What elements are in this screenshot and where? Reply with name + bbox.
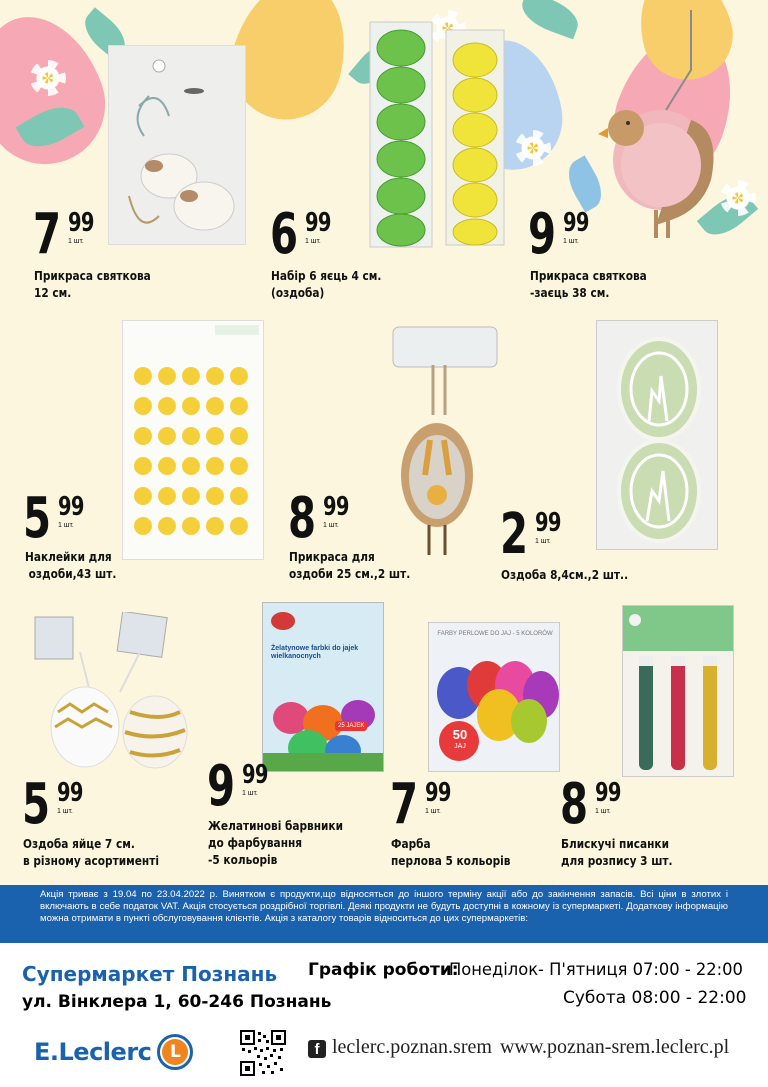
price-main: 8 bbox=[560, 772, 586, 837]
price-main: 2 bbox=[500, 502, 526, 567]
store-name: Супермаркет Познань bbox=[22, 962, 278, 986]
opening-hours-label: Графік роботи: bbox=[308, 960, 459, 980]
price-main: 7 bbox=[390, 772, 416, 837]
price-unit: 1 шт. bbox=[242, 790, 258, 797]
price-tag bbox=[288, 486, 357, 551]
website-link[interactable]: www.poznan-srem.leclerc.pl bbox=[500, 1036, 730, 1058]
price-tag bbox=[207, 754, 276, 819]
sheep-ornament-icon bbox=[109, 46, 246, 245]
product-image-pearl-box bbox=[428, 622, 560, 772]
chick-stickers-icon bbox=[123, 321, 264, 560]
qr-code[interactable] bbox=[240, 1030, 286, 1076]
egg-plates-icon bbox=[597, 321, 718, 550]
pearl-box-badge-text: JAJ bbox=[454, 743, 466, 750]
price-main: 5 bbox=[22, 772, 48, 837]
price-tag bbox=[500, 502, 569, 567]
price-main: 7 bbox=[33, 202, 59, 267]
product-image-sheep bbox=[108, 45, 246, 245]
price-unit: 1 шт. bbox=[425, 808, 441, 815]
price-main: 6 bbox=[270, 202, 296, 267]
logo-text: E.Leclerc bbox=[34, 1038, 152, 1066]
product-description: Блискучі писанки для розпису 3 шт. bbox=[561, 837, 673, 868]
gelatin-box-icon bbox=[263, 603, 384, 772]
product-description: Оздоба 8,4см.,2 шт.. bbox=[501, 568, 629, 582]
store-address: ул. Вінклера 1, 60-246 Познань bbox=[22, 992, 332, 1012]
price-tag bbox=[23, 486, 92, 551]
logo-letter: L bbox=[162, 1039, 188, 1065]
flower-decor bbox=[30, 60, 66, 96]
product-image-stickers bbox=[122, 320, 264, 560]
product-image-gelatin-box bbox=[262, 602, 384, 772]
leaf-decor bbox=[517, 0, 584, 39]
price-tag bbox=[33, 202, 102, 267]
product-description: Желатинові барвники до фарбування -5 кольорів bbox=[208, 819, 344, 867]
product-image-hen bbox=[596, 10, 726, 240]
opening-hours-saturday: Субота 08:00 - 22:00 bbox=[563, 988, 747, 1008]
hen-ornament-icon bbox=[596, 10, 726, 240]
price-cents: 99 bbox=[242, 760, 268, 790]
price-main: 9 bbox=[528, 202, 554, 267]
price-cents: 99 bbox=[58, 492, 84, 522]
price-cents: 99 bbox=[305, 208, 331, 238]
price-unit: 1 шт. bbox=[595, 808, 611, 815]
price-main: 8 bbox=[288, 486, 314, 551]
qr-code-icon bbox=[240, 1030, 286, 1076]
gelatin-box-badge: 25 JAJEK bbox=[335, 721, 367, 731]
price-main: 9 bbox=[207, 754, 233, 819]
price-cents: 99 bbox=[323, 492, 349, 522]
product-description: Наклейки для оздоби,43 шт. bbox=[25, 550, 117, 581]
opening-hours-weekdays: Понеділок- П'ятниця 07:00 - 22:00 bbox=[449, 960, 743, 980]
price-cents: 99 bbox=[595, 778, 621, 808]
leclerc-logo[interactable] bbox=[34, 1034, 193, 1070]
price-tag bbox=[560, 772, 629, 837]
price-cents: 99 bbox=[425, 778, 451, 808]
product-image-egg-tubes bbox=[368, 20, 508, 250]
product-image-rabbit-egg bbox=[385, 325, 505, 560]
price-tag bbox=[22, 772, 91, 837]
product-image-glitter-tubes bbox=[622, 605, 734, 777]
gelatin-box-title: Żelatynowe farbki do jajek wielkanocnych bbox=[271, 645, 359, 660]
product-description: Набір 6 яєць 4 см. (оздоба) bbox=[271, 269, 382, 300]
price-cents: 99 bbox=[57, 778, 83, 808]
price-unit: 1 шт. bbox=[323, 522, 339, 529]
promo-disclaimer: Акція триває з 19.04 по 23.04.2022 р. Винятком є продукти,що відносяться до іншого терміну акції або до закінчення запасів. Всі ціни в злотих і включають в себе податок VAT. Акція стосується роздрібної торгівлі. Деякі продукти не будуть доступні в кожному із супермаркеті. Додаткову інформацію можна отримати в пункті обслуговування клієнтів. Акція з каталогу товарів відноситься до цих супермаркетів: bbox=[0, 885, 768, 943]
price-tag bbox=[270, 202, 339, 267]
price-unit: 1 шт. bbox=[57, 808, 73, 815]
price-unit: 1 шт. bbox=[68, 238, 84, 245]
flower-decor bbox=[515, 130, 551, 166]
price-tag bbox=[390, 772, 459, 837]
product-image-gold-eggs bbox=[20, 612, 195, 772]
product-description: Прикраса святкова 12 см. bbox=[34, 269, 151, 300]
price-unit: 1 шт. bbox=[563, 238, 579, 245]
product-image-egg-plates bbox=[596, 320, 718, 550]
price-main: 5 bbox=[23, 486, 49, 551]
product-description: Фарба перлова 5 кольорів bbox=[391, 837, 511, 868]
pearl-box-title: FARBY PERLOWE DO JAJ - 5 KOLORÓW bbox=[437, 631, 553, 637]
facebook-link[interactable]: leclerc.poznan.srem bbox=[332, 1036, 492, 1058]
glitter-tubes-icon bbox=[623, 606, 734, 777]
pearl-box-badge-number: 50 bbox=[452, 727, 468, 742]
product-description: Прикраса святкова -заєць 38 см. bbox=[530, 269, 647, 300]
facebook-icon[interactable]: f bbox=[308, 1040, 326, 1058]
price-unit: 1 шт. bbox=[535, 538, 551, 545]
product-description: Оздоба яйце 7 см. в різному асортименті bbox=[23, 837, 159, 868]
price-cents: 99 bbox=[535, 508, 561, 538]
price-tag bbox=[528, 202, 597, 267]
price-unit: 1 шт. bbox=[58, 522, 74, 529]
price-unit: 1 шт. bbox=[305, 238, 321, 245]
price-cents: 99 bbox=[68, 208, 94, 238]
gold-eggs-icon bbox=[20, 612, 195, 772]
logo-emblem-icon bbox=[157, 1034, 193, 1070]
product-description: Прикраса для оздоби 25 см.,2 шт. bbox=[289, 550, 411, 581]
price-cents: 99 bbox=[563, 208, 589, 238]
egg-set-icon bbox=[368, 20, 508, 250]
rabbit-egg-ornament-icon bbox=[385, 325, 505, 560]
